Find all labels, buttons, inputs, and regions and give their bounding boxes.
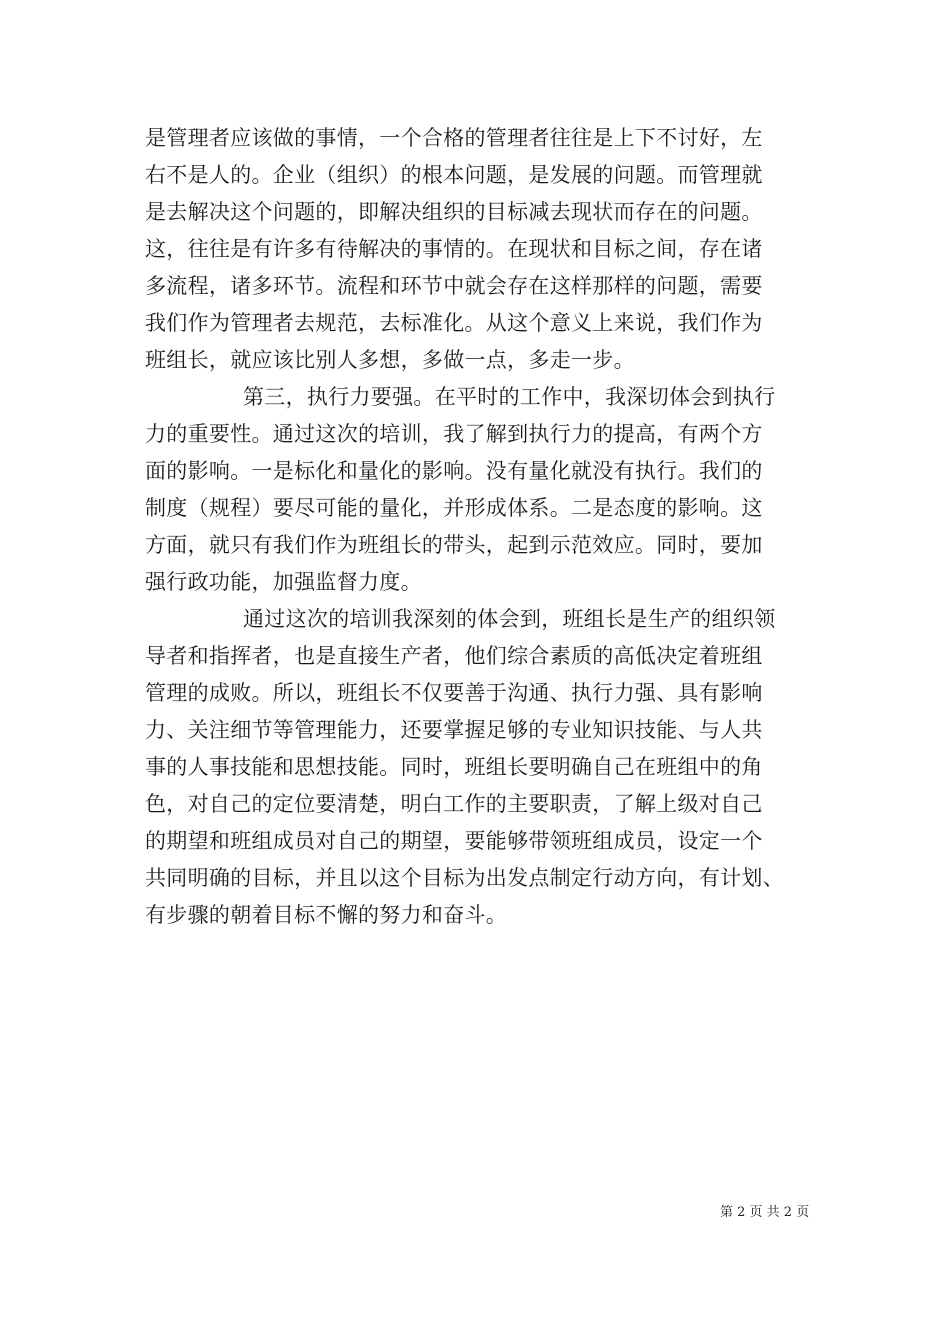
paragraph-start-line: 通过这次的培训我深刻的体会到，班组长是生产的组织领 (243, 607, 776, 631)
text-line: 班组长，就应该比别人多想，多做一点，多走一步。 (145, 348, 635, 372)
text-line: 方面，就只有我们作为班组长的带头，起到示范效应。同时，要加 (145, 533, 763, 557)
text-line: 右不是人的。企业（组织）的根本问题，是发展的问题。而管理就 (145, 163, 763, 187)
text-line: 管理的成败。所以，班组长不仅要善于沟通、执行力强、具有影响 (145, 681, 763, 705)
text-line: 强行政功能，加强监督力度。 (145, 570, 422, 594)
text-line: 导者和指挥者，也是直接生产者，他们综合素质的高低决定着班组 (145, 644, 763, 668)
text-line: 这，往往是有许多有待解决的事情的。在现状和目标之间，存在诸 (145, 237, 763, 261)
page-number-footer: 第 2 页 共 2 页 (720, 1205, 810, 1220)
text-line: 色，对自己的定位要清楚，明白工作的主要职责，了解上级对自己 (145, 792, 763, 816)
text-line: 有步骤的朝着目标不懈的努力和奋斗。 (145, 903, 508, 927)
text-line: 面的影响。一是标化和量化的影响。没有量化就没有执行。我们的 (145, 459, 763, 483)
text-line: 力、关注细节等管理能力，还要掌握足够的专业知识技能、与人共 (145, 718, 763, 742)
text-line: 是管理者应该做的事情，一个合格的管理者往往是上下不讨好，左 (145, 126, 763, 150)
text-line: 事的人事技能和思想技能。同时，班组长要明确自己在班组中的角 (145, 755, 763, 779)
text-line: 的期望和班组成员对自己的期望，要能够带领班组成员，设定一个 (145, 829, 763, 853)
text-line: 力的重要性。通过这次的培训，我了解到执行力的提高，有两个方 (145, 422, 763, 446)
text-line: 制度（规程）要尽可能的量化，并形成体系。二是态度的影响。这 (145, 496, 763, 520)
paragraph-start-line: 第三，执行力要强。在平时的工作中，我深切体会到执行 (243, 385, 776, 409)
text-line: 是去解决这个问题的，即解决组织的目标减去现状而存在的问题。 (145, 200, 763, 224)
body-text (145, 120, 825, 934)
text-line: 共同明确的目标，并且以这个目标为出发点制定行动方向，有计划、 (145, 866, 784, 890)
text-line: 多流程，诸多环节。流程和环节中就会存在这样那样的问题，需要 (145, 274, 763, 298)
text-line: 我们作为管理者去规范，去标准化。从这个意义上来说，我们作为 (145, 311, 763, 335)
